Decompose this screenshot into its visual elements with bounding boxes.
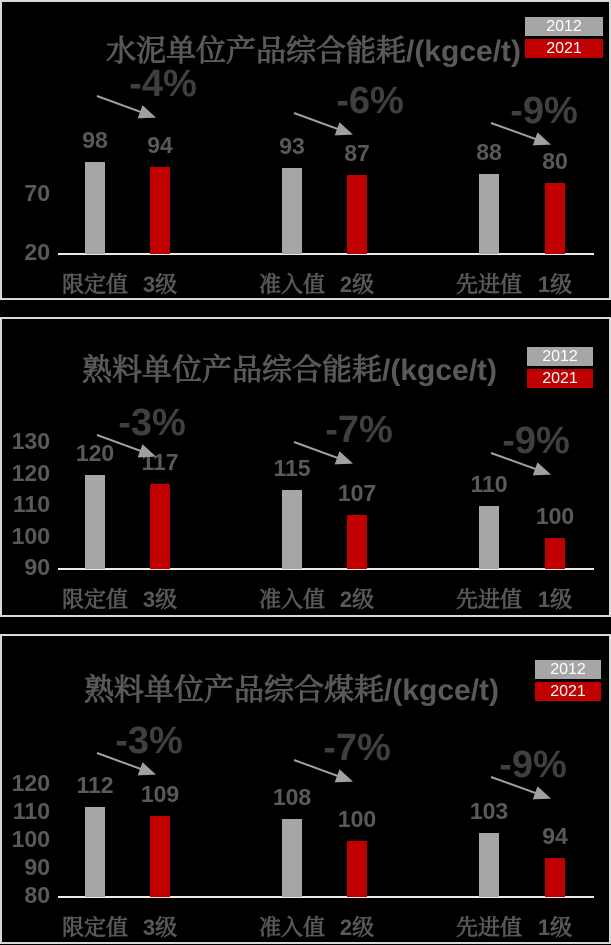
bar-2021 [347,515,367,569]
y-axis-tick: 80 [24,882,50,908]
legend-item-2021 [525,39,603,58]
value-label-2021: 94 [147,131,173,158]
value-label-2021: 100 [535,502,575,529]
legend-item-2012 [525,17,603,36]
x-axis-label-2021: 2级 [339,915,375,940]
value-label-2012: 103 [469,797,509,824]
x-axis-label-2021: 1级 [537,272,573,297]
bar-2021 [347,175,367,254]
bar-2021 [150,484,170,569]
x-axis-label-2012: 准入值 [258,272,325,297]
axis-baseline [58,253,594,255]
x-axis-label-2012: 准入值 [258,915,325,940]
x-axis-label-2021: 2级 [339,272,375,297]
legend [527,347,593,388]
x-axis-label-2021: 1级 [537,587,573,612]
value-label-2012: 108 [272,783,312,810]
y-axis-tick: 70 [24,180,50,206]
change-arrow-icon [491,123,572,161]
legend-item-2012 [527,347,593,366]
y-axis-tick: 110 [12,491,50,517]
chart-title: 水泥单位产品综合能耗/(kgce/t) [105,35,522,68]
change-arrow-icon [294,442,374,480]
change-arrow-icon [491,777,572,815]
value-label-2012: 120 [75,439,115,466]
x-axis-label-2012: 准入值 [258,587,325,612]
change-label: -7% [325,409,393,451]
change-label: -3% [115,720,183,762]
chart-panel-3 [0,634,611,944]
x-axis-label-2012: 先进值 [455,587,522,612]
y-axis-tick: 90 [24,854,50,880]
value-label-2021: 87 [344,139,370,166]
bar-2021 [150,167,170,254]
bar-2012 [282,819,302,897]
bar-2012 [479,506,499,569]
x-axis-label-2012: 先进值 [455,915,522,940]
bar-2021 [545,183,565,254]
value-label-2012: 93 [279,132,305,159]
y-axis-tick: 90 [24,554,50,580]
value-label-2021: 100 [337,806,377,832]
x-axis-label-2021: 2级 [339,587,375,612]
axis-baseline [58,568,594,570]
bar-2012 [85,475,105,570]
change-arrow-icon [491,453,572,491]
change-label: -9% [502,420,570,462]
value-label-2012: 112 [76,772,114,799]
value-label-2021: 109 [140,780,180,807]
legend-item-label: 2021 [542,370,578,387]
bar-2012 [479,174,499,254]
legend-item-label: 2021 [550,683,586,700]
legend-item-2021 [527,369,593,388]
y-axis-tick: 130 [11,428,50,454]
x-axis-label-2021: 3级 [142,915,178,940]
change-label: -4% [129,63,197,105]
change-label: -9% [499,744,567,786]
change-label: -9% [510,90,578,132]
value-label-2012: 110 [470,471,508,497]
chart-title: 熟料单位产品综合能耗/(kgce/t) [81,354,498,387]
x-axis-label-2021: 3级 [142,587,178,612]
legend [525,17,603,58]
x-axis-label-2012: 限定值 [61,272,128,297]
change-arrow-icon [97,435,177,473]
chart-title: 熟料单位产品综合煤耗/(kgce/t) [83,674,500,707]
bar-2012 [282,490,302,569]
axis-baseline [58,896,594,898]
x-axis-label-2012: 限定值 [61,915,128,940]
bar-2012 [85,807,105,897]
y-axis-tick: 120 [11,770,50,796]
change-label: -7% [323,727,391,769]
change-label: -6% [336,80,404,122]
bar-2021 [545,858,565,897]
y-axis-tick: 100 [11,522,50,549]
value-label-2012: 115 [273,455,311,482]
bar-2012 [479,833,499,897]
legend-item-2012 [535,660,601,679]
change-arrow-icon [97,96,177,134]
y-axis-tick: 120 [11,459,50,486]
bar-2021 [150,816,170,897]
bar-2012 [282,168,302,254]
y-axis-tick: 20 [24,239,50,265]
change-arrow-icon [97,753,177,791]
value-label-2012: 98 [82,126,108,153]
value-label-2021: 80 [542,148,568,175]
bar-2012 [85,162,105,254]
chart-panel-1 [0,0,611,300]
x-axis-label-2012: 限定值 [61,587,128,612]
legend-item-label: 2012 [550,661,586,678]
legend-item-label: 2021 [546,40,582,57]
change-arrow-icon [294,760,374,798]
value-label-2021: 117 [141,448,179,475]
legend-item-2021 [535,682,601,701]
x-axis-label-2021: 1级 [537,915,573,940]
change-label: -3% [118,402,186,444]
x-axis-label-2012: 先进值 [455,272,522,297]
value-label-2021: 94 [542,822,568,849]
legend-item-label: 2012 [546,18,582,35]
value-label-2021: 107 [337,480,377,507]
chart-panel-2 [0,317,611,617]
change-arrow-icon [294,113,374,151]
y-axis-tick: 100 [11,826,50,852]
legend [535,660,601,701]
legend-item-label: 2012 [542,348,578,365]
x-axis-label-2021: 3级 [142,272,178,297]
y-axis-tick: 110 [12,798,50,824]
bar-2021 [545,538,565,570]
bar-2021 [347,841,367,897]
value-label-2012: 88 [476,138,502,165]
